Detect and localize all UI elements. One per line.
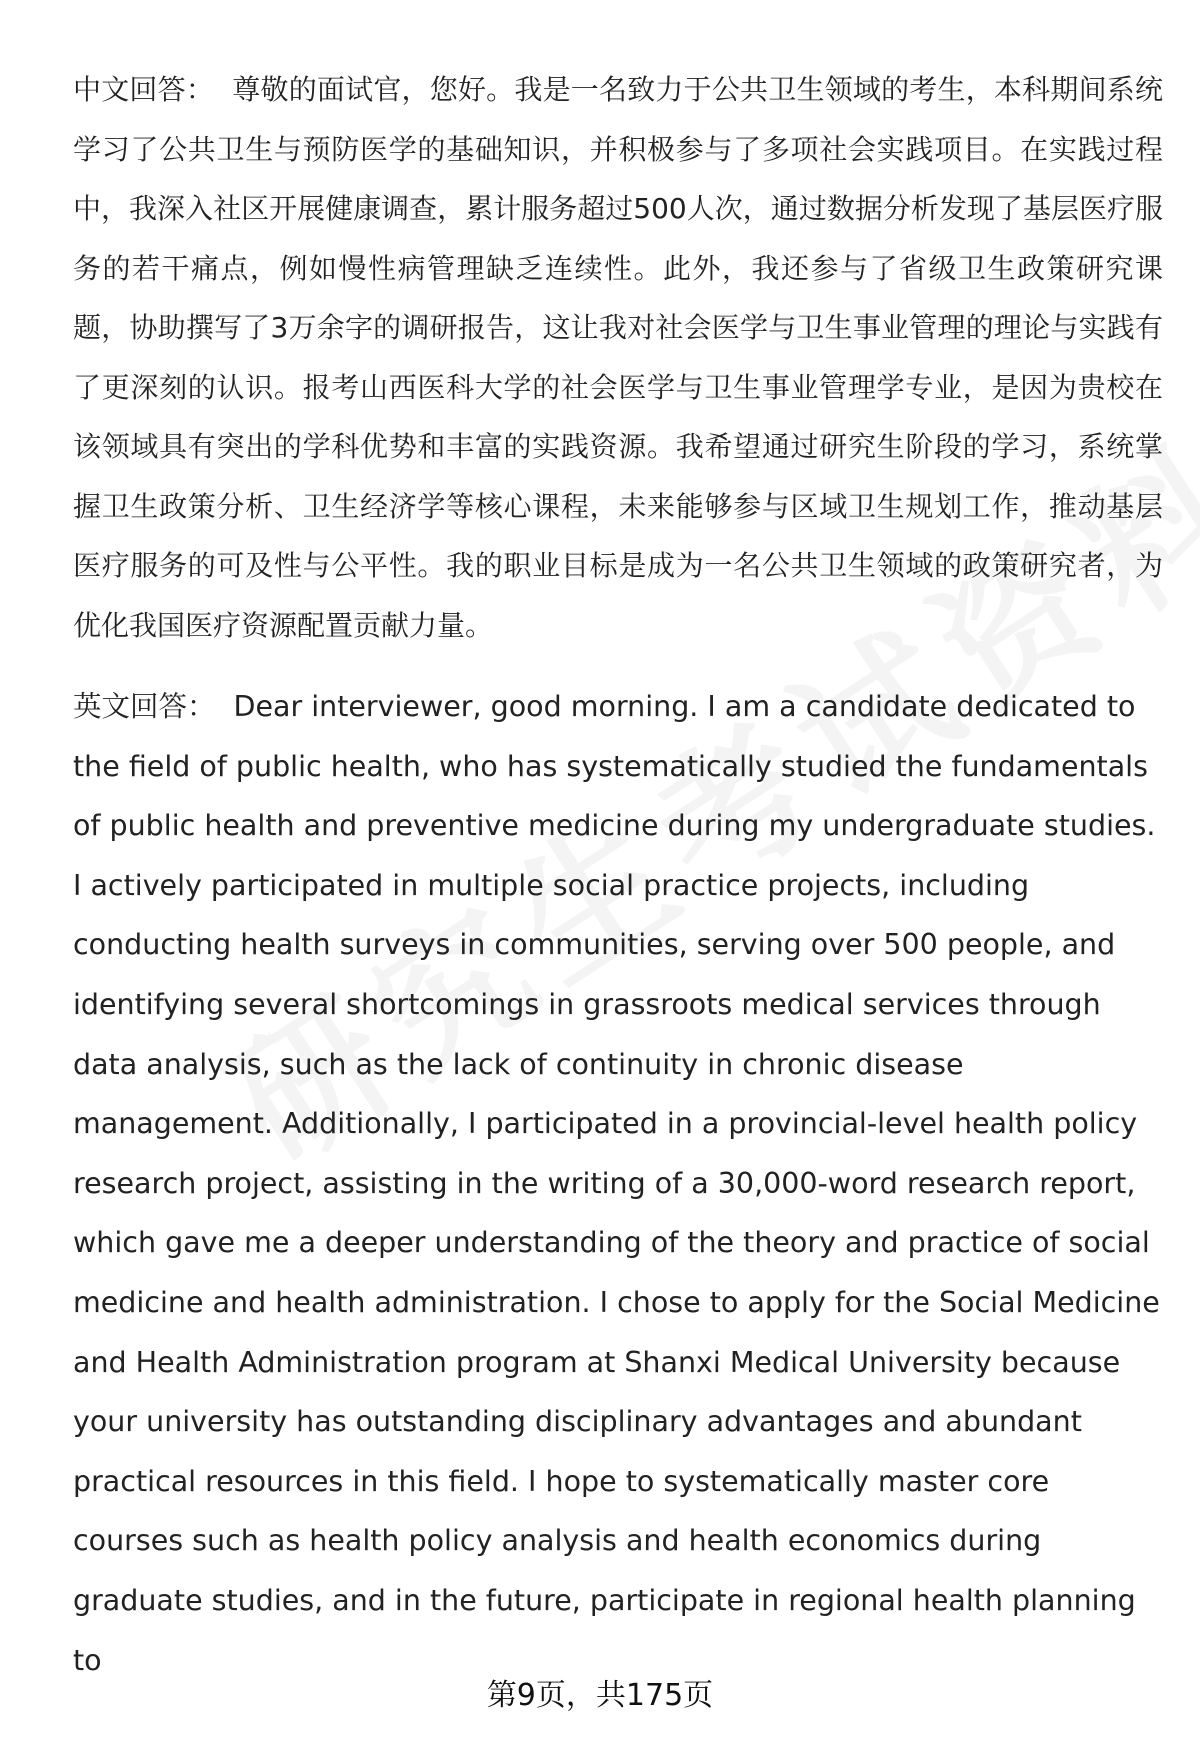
chinese-answer-label: 中文回答： xyxy=(73,73,215,106)
page-indicator: 第9页，共175页 xyxy=(486,1678,714,1713)
english-answer-paragraph xyxy=(73,677,1163,1690)
chinese-answer-text: 尊敬的面试官，您好。我是一名致力于公共卫生领域的考生，本科期间系统学习了公共卫生与预防医学的基础知识，并积极参与了多项社会实践项目。在实践过程中，我深入社区开展健康调查，累计服务超过500人次，通过数据分析发现了基层医疗服务的若干痛点，例如慢性病管理缺乏连续性。此外，我还参与了省级卫生政策研究课题，协助撰写了3万余字的调研报告，这让我对社会医学与卫生事业管理的理论与实践有了更深刻的认识。报考山西医科大学的社会医学与卫生事业管理学专业，是因为贵校在该领域具有突出的学科优势和丰富的实践资源。我希望通过研究生阶段的学习，系统掌握卫生政策分析、卫生经济学等核心课程，未来能够参与区域卫生规划工作，推动基层医疗服务的可及性与公平性。我的职业目标是成为一名公共卫生领域的政策研究者，为优化我国医疗资源配置贡献力量。 xyxy=(73,73,1163,642)
english-answer-text: Dear interviewer, good morning. I am a candidate dedicated to the field of public health, who has systematically studied the fundamentals of public health and preventive medicine during my undergraduate studies. I actively participated in multiple social practice projects, including conducting health surveys in communities, serving over 500 people, and identifying several shortcomings in grassroots medical services through data analysis, such as the lack of continuity in chronic disease management. Additionally, I participated in a provincial-level health policy research project, assisting in the writing of a 30,000-word research report, which gave me a deeper understanding of the theory and practice of social medicine and health administration. I chose to apply for the Social Medicine and Health Administration program at Shanxi Medical University because your university has outstanding disciplinary advantages and abundant practical resources in this field. I hope to systematically master core courses such as health policy analysis and health economics during graduate studies, and in the future, participate in regional health planning to xyxy=(73,690,1160,1677)
document-body xyxy=(73,60,1163,1690)
english-answer-label: 英文回答： xyxy=(73,690,216,723)
chinese-answer-paragraph xyxy=(73,60,1163,655)
